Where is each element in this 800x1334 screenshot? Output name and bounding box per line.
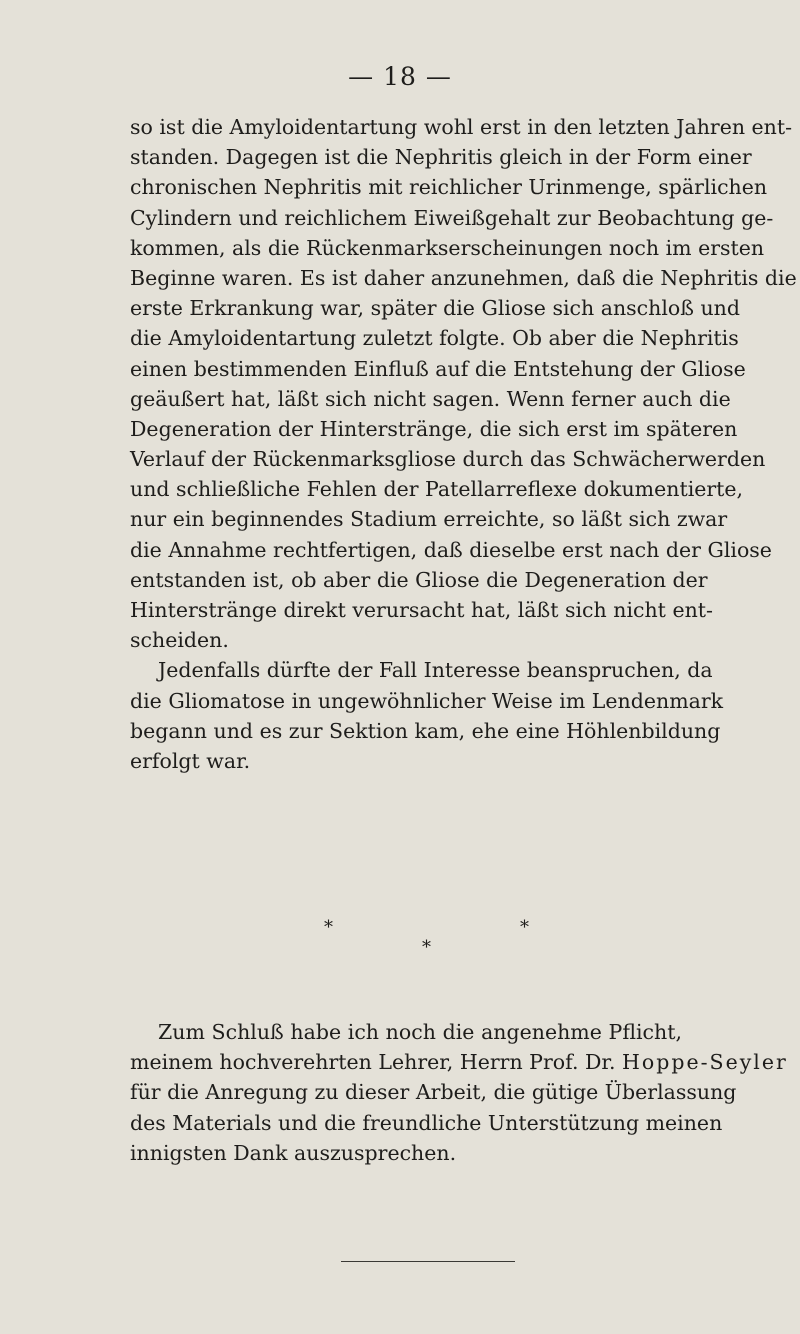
text-line: des Materials und die freundliche Unterstützung meinen: [130, 1110, 723, 1135]
text-line: die Annahme rechtfertigen, daß dieselbe erst nach der Gliose: [130, 537, 772, 562]
text-line: und schließliche Fehlen der Patellarreflexe dokumentierte,: [130, 477, 744, 502]
text-line: Hinterstränge direkt verursacht hat, läßt sich nicht ent-: [130, 598, 713, 622]
text-line: scheiden.: [130, 628, 229, 653]
page-number: — 18 —: [348, 62, 452, 91]
text-line: Jedenfalls dürfte der Fall Interesse beanspruchen, da: [158, 658, 713, 683]
text-line: Degeneration der Hinterstränge, die sich erst im späteren: [130, 416, 738, 441]
text-line: Zum Schluß habe ich noch die angenehme Pflicht,: [158, 1020, 682, 1044]
text-line: begann und es zur Sektion kam, ehe eine Höhlenbildung: [130, 718, 721, 743]
horizontal-rule: [341, 1261, 515, 1262]
text-line: Beginne waren. Es ist daher anzunehmen, daß die Nephritis die: [130, 265, 797, 290]
asterisk: *: [422, 937, 431, 958]
text-line: geäußert hat, läßt sich nicht sagen. Wenn ferner auch die: [130, 386, 731, 411]
text-line: kommen, als die Rückenmarkserscheinungen noch im ersten: [130, 235, 765, 260]
text-line: erfolgt war.: [130, 748, 251, 773]
asterisk: *: [324, 917, 333, 938]
text-line: einen bestimmenden Einfluß auf die Entstehung der Gliose: [130, 356, 746, 381]
text-line: standen. Dagegen ist die Nephritis gleich in der Form einer: [130, 145, 752, 170]
text-line: entstanden ist, ob aber die Gliose die Degeneration der: [130, 567, 708, 592]
text-line: nur ein beginnendes Stadium erreichte, so läßt sich zwar: [130, 507, 728, 532]
section-separator: [0, 915, 800, 975]
text-line: Cylindern und reichlichem Eiweißgehalt zur Beobachtung ge-: [130, 205, 774, 230]
text-line: [130, 1047, 788, 1077]
text-line: innigsten Dank auszusprechen.: [130, 1140, 457, 1165]
text-line: erste Erkrankung war, später die Gliose sich anschloß und: [130, 296, 740, 321]
text-line: chronischen Nephritis mit reichlicher Urinmenge, spärlichen: [130, 175, 768, 200]
text-line: so ist die Amyloidentartung wohl erst in den letzten Jahren ent-: [130, 115, 793, 139]
asterisk: *: [520, 917, 529, 938]
paragraph-2: [130, 655, 724, 776]
author-name: Hoppe-Seyler: [622, 1050, 788, 1075]
text-line: Verlauf der Rückenmarksgliose durch das Schwächerwerden: [130, 447, 766, 472]
paragraph-1: [130, 112, 797, 655]
text-segment: meinem hochverehrten Lehrer, Herrn Prof. Dr.: [130, 1050, 623, 1075]
paragraph-3: [130, 1017, 788, 1168]
text-line: die Amyloidentartung zuletzt folgte. Ob aber die Nephritis: [130, 326, 739, 351]
acknowledgement-text: [130, 1017, 788, 1168]
text-line: die Gliomatose in ungewöhnlicher Weise im Lendenmark: [130, 688, 724, 713]
text-line: für die Anregung zu dieser Arbeit, die gütige Überlassung: [130, 1080, 737, 1105]
main-text: [130, 112, 797, 776]
